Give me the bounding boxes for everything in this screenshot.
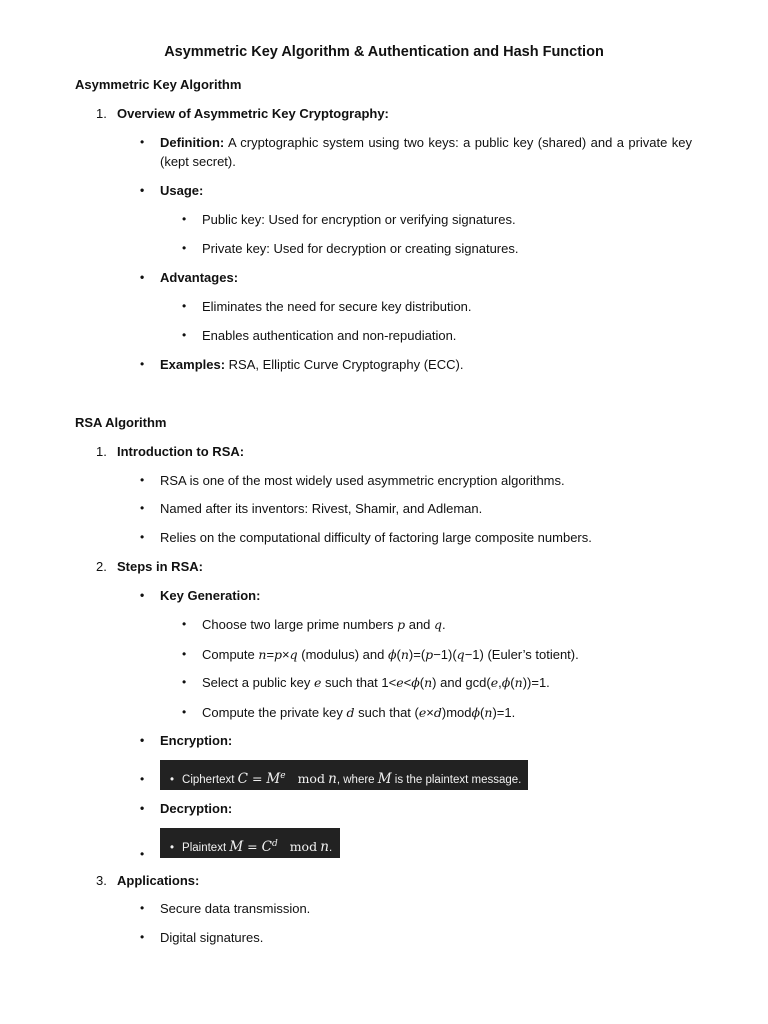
text-run: such that ( (354, 705, 419, 720)
list-item-label: Introduction to RSA: (117, 444, 245, 459)
usage-label: • Usage: (160, 181, 203, 200)
math-var: C (237, 770, 248, 787)
decryption-formula-image (160, 828, 340, 858)
list-item-label: Steps in RSA: (117, 559, 203, 574)
list-item-label: Overview of Asymmetric Key Cryptography: (117, 106, 389, 121)
math-var: M (266, 770, 281, 787)
list-item-overview (96, 104, 389, 123)
decryption-label: • Decryption: (160, 799, 232, 818)
math-var: n (400, 647, 409, 662)
examples-item (160, 355, 463, 374)
usage-item: • Public key: Used for encryption or verifying signatures. (202, 210, 516, 229)
list-item-label: Applications: (117, 873, 200, 888)
text-run: Ciphertext (182, 773, 238, 786)
math-var: ϕ (411, 675, 420, 690)
math-var: M (229, 838, 244, 855)
math-var: n (484, 705, 493, 720)
math-var: e (396, 675, 404, 690)
text-run: . (442, 617, 446, 632)
math-var: C (261, 838, 272, 855)
text-run: )=( (408, 647, 426, 662)
text-run: )=1. (492, 705, 516, 720)
math-var: q (434, 617, 443, 632)
math-var: e (314, 675, 322, 690)
math-op: = (243, 838, 262, 854)
math-var: p (397, 617, 406, 632)
applications-item: • Secure data transmission. (160, 899, 310, 918)
math-var: e (418, 705, 427, 720)
section-heading-asymmetric: Asymmetric Key Algorithm (75, 77, 242, 92)
advantages-label: • Advantages: (160, 268, 238, 287)
math-var: e (490, 675, 499, 690)
section-heading-rsa: RSA Algorithm (75, 415, 167, 430)
keygen-step-2 (202, 645, 579, 664)
text-run: < (403, 675, 412, 690)
examples-label: Examples: (160, 357, 226, 372)
text-run: ( (510, 675, 515, 690)
text-run: (modulus) and (297, 647, 388, 662)
keygen-step-1 (202, 615, 446, 634)
math-var: p (274, 647, 283, 662)
text-run: × (282, 647, 290, 662)
text-run: . (329, 841, 333, 854)
math-op: = (247, 770, 267, 786)
text-run: Select a public key (202, 675, 315, 690)
text-run: Choose two large prime numbers (202, 617, 398, 632)
text-run: ) and gcd( (432, 675, 491, 690)
intro-item: • Named after its inventors: Rivest, Shamir, and Adleman. (160, 499, 482, 518)
empty-bullet: • (140, 772, 145, 786)
list-item-intro (96, 442, 245, 461)
text-run: = (266, 647, 275, 662)
math-var: n (514, 675, 523, 690)
math-var: ϕ (387, 647, 397, 662)
math-var: q (289, 647, 298, 662)
bullet-glyph: • (170, 841, 175, 854)
text-run: )mod (441, 705, 472, 720)
math-exponent: e (280, 771, 286, 781)
keygen-step-3 (202, 673, 550, 692)
text-run: × (426, 705, 434, 720)
math-exponent: d (271, 839, 278, 849)
text-run: and (405, 617, 435, 632)
usage-item: • Private key: Used for decryption or creating signatures. (202, 239, 518, 258)
text-run: Compute the private key (202, 705, 347, 720)
encryption-label: • Encryption: (160, 731, 232, 750)
math-op: mod (297, 770, 325, 786)
text-run: −1)( (433, 647, 457, 662)
text-run: Plaintext (182, 841, 230, 854)
definition-item (160, 133, 692, 171)
text-run: , (498, 675, 502, 690)
definition-text: A cryptographic system using two keys: a public key (shared) and a private key (kept secret). (160, 135, 692, 169)
bullet-glyph: • (170, 773, 175, 786)
intro-item: • Relies on the computational difficulty of factoring large composite numbers. (160, 528, 592, 547)
encryption-formula-image (160, 760, 528, 790)
list-item-steps (96, 557, 203, 576)
advantages-item: • Eliminates the need for secure key distribution. (202, 297, 472, 316)
applications-item: • Digital signatures. (160, 928, 263, 947)
math-var: q (456, 647, 465, 662)
keygen-label: • Key Generation: (160, 586, 260, 605)
math-var: ϕ (501, 675, 511, 690)
math-var: n (424, 675, 433, 690)
definition-label: Definition: (160, 135, 225, 150)
math-var: d (433, 705, 442, 720)
list-item-applications (96, 871, 200, 890)
text-run: −1) (464, 647, 484, 662)
text-run: ))=1. (522, 675, 550, 690)
empty-bullet: • (140, 847, 145, 861)
list-number: 2. (96, 559, 107, 574)
list-number: 1. (96, 106, 107, 121)
text-run: Compute (202, 647, 259, 662)
text-run: (Euler’s totient). (483, 647, 579, 662)
text-run: ( (419, 675, 425, 690)
text-run: , where (336, 773, 378, 786)
text-run: is the plaintext message. (391, 773, 522, 786)
examples-text: RSA, Elliptic Curve Cryptography (ECC). (225, 357, 464, 372)
math-var: n (328, 770, 337, 787)
math-op: mod (289, 838, 318, 854)
advantages-item: • Enables authentication and non-repudiation. (202, 326, 456, 345)
math-var: p (425, 647, 434, 662)
intro-item: • RSA is one of the most widely used asymmetric encryption algorithms. (160, 471, 565, 490)
text-run: such that 1< (321, 675, 397, 690)
list-number: 1. (96, 444, 107, 459)
math-var: n (258, 647, 267, 662)
math-var: M (377, 770, 392, 787)
text-run: ( (396, 647, 401, 662)
text-run: ( (480, 705, 485, 720)
math-var: ϕ (471, 705, 481, 720)
keygen-step-4 (202, 703, 515, 722)
math-var: n (320, 838, 329, 855)
list-number: 3. (96, 873, 107, 888)
math-var: d (346, 705, 355, 720)
document-title: Asymmetric Key Algorithm & Authentication and Hash Function (164, 44, 604, 60)
